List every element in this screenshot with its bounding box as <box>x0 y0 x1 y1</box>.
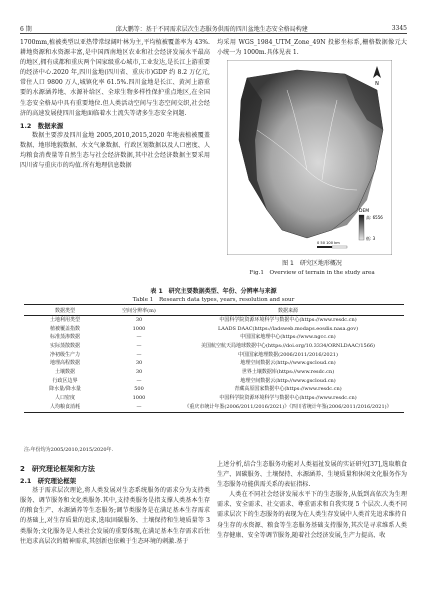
table-cell: 土壤数据 <box>54 369 75 376</box>
subsection-heading-theory: 2.1 研究理论框架 <box>20 477 77 486</box>
table-row <box>24 386 404 395</box>
issue-number: 6 期 <box>20 25 32 33</box>
table-row <box>24 359 404 368</box>
table-cell: 地理空间数据云(http://www.gscloud.cn) <box>240 360 336 367</box>
table-cell: 中国科学院资源环境科学与数据中心(https://www.resdc.cn) <box>219 395 357 402</box>
needs-hierarchy-paragraph: 人类在不同社会经济发展水平下的生态服务,从低到高依次为生理需求、安全需求、社交需求、尊重需求和自我实现 5 个层次.人类不同需求层次下的生态服务的表现为在人类生存发展中人类首先追求维持自身生存的水资源、粮食等生态服务基础支持服务,其次是寻求维系人类生存健康、安全等调节服务,随着社会经济发展,生产力提高、收 <box>217 491 407 539</box>
table-cell: 30 <box>135 360 143 367</box>
running-title: 邱大鹏等：基于不同需求层次生态服务供需的四川盆地生态安全格局构建 <box>115 25 308 33</box>
table-cell: 中国国家地理数据(2006/2011/2016/2021) <box>238 351 338 358</box>
table-row <box>24 351 404 360</box>
table-note: 注:年份均为2005/2010,2015/2020年. <box>24 447 114 453</box>
table-header-cell: 数据类型 <box>24 305 106 316</box>
figure-caption-en: Fig.1 Overview of terrain in the study area <box>249 270 375 276</box>
table-cell: 标准蒸渗数据 <box>49 334 80 341</box>
data-table <box>24 304 404 413</box>
terrain-map <box>227 60 392 255</box>
table-cell: 《重庆市统计年鉴(2006/2011/2016/2021)》《四川省统计年鉴(2006/2011/2016/2021)》 <box>172 403 404 412</box>
table-header-cell: 空间分辨率(m) <box>106 305 172 316</box>
table-row <box>24 316 404 325</box>
table-row <box>24 377 404 386</box>
table-cell: — <box>136 377 142 384</box>
table-header-row <box>24 305 404 316</box>
study-area-paragraph: 1700mm,植被类型以亚热带常绿阔叶林为主,平均植被覆盖率为 43%.耕地资源和水资源丰富,是中国西南地区农业和社会经济发展水平最高的地区,拥有成都和重庆两个国家级重心城市,工业发达,是长江上游重要的经济中心.2020 年,四川盆地(四川省、重庆市)GDP 约 8.2 万亿元,常住人口 9800 万人,城镇化率 61.5%.四川盆地是长江、黄河上游重要的水源涵养地、水源补给区、全球生物多样性保护重点地区,在全国生态安全格局中具有重要地位.但人类活动空间与生态空间交织,社会经济的高速发展使四川盆地面临着水土流失等诸多生态安全问题. <box>20 39 210 117</box>
table-row <box>24 333 404 342</box>
table-cell: 人均粮食消耗 <box>24 403 106 412</box>
section-heading-framework: 2 研究理论框架和方法 <box>20 465 95 473</box>
header-rule <box>20 33 407 34</box>
table-row <box>24 394 404 403</box>
left-column-bottom <box>20 460 210 547</box>
figure-caption-cn: 图 1 研究区地形概况 <box>282 260 342 267</box>
data-source-paragraph: 数据主要涉及四川盆地 2005,2010,2015,2020 年地表植被覆盖数据、地形地貌数据、水文气象数据、行政区划数据以及人口密度、人均粮食消费量等自然生态与社会经济数据,其中社会经济数据主要采用四川省与重庆市的均值.所有地理信息数据 <box>20 131 210 170</box>
table-cell: 1000 <box>132 395 146 402</box>
right-column-top <box>217 38 407 58</box>
table-cell: 30 <box>135 369 143 376</box>
table-cell: 土地利用类型 <box>49 316 80 323</box>
table-cell: 中国国家地理中心(https://www.ngcc.cn) <box>240 334 336 341</box>
table-row <box>24 342 404 351</box>
table-title-en: Table 1 Research data types, years, resolution and sour <box>132 297 295 303</box>
table-cell: 行政区边界 <box>52 377 78 384</box>
table-cell: 植被覆盖指数 <box>49 325 80 332</box>
table-cell: 世界土壤数据库(https://www.resdc.cn) <box>241 369 335 376</box>
table-cell: 中国科学院资源环境科学与数据中心(https://www.resdc.cn) <box>219 316 357 323</box>
table-cell: 净初级生产力 <box>49 351 80 358</box>
table-cell: 1000 <box>132 325 146 332</box>
table-cell: 地理空间数据云(http://www.gscloud.cn) <box>240 377 336 384</box>
table-cell: 实际蒸散数据 <box>49 342 80 349</box>
scale-label: 0 50 100 km <box>317 241 340 245</box>
table-row <box>24 403 404 412</box>
table-title-cn: 表 1 研究主要数据类型、年份、分辨率与来源 <box>150 288 277 295</box>
table-cell: 人口密度 <box>54 395 75 402</box>
table-body <box>24 316 404 413</box>
table-cell: 500 <box>134 386 144 393</box>
table-cell: LAADS DAAC(https://ladsweb.modaps.eosdis.nasa.gov) <box>217 325 359 332</box>
theory-paragraph: 基于需求层次理论,将人类发展对生态系统服务的需求分为支持类服务、调节服务和文化类服务.其中,支持类服务是指支撑人类基本生存的粮食生产、水源涵养等生态服务;调节类服务是在满足基本生存需求的基础上,对生存质量的追求,选取固碳服务、土壤保持和生境质量等 3 类服务;文化服务是人类社会发展的重要体现,在满足基本生存需求后往往追求高层次的精神需求,其创新也依赖于生态环境的刺激.基于 <box>20 487 210 545</box>
legend-title: DEM <box>359 209 370 214</box>
projection-paragraph: 均采用 WGS_1984_UTM_Zone_49N 投影坐标系,栅格数据像元大小统一为 1000m.具体见表 1. <box>217 39 407 57</box>
table-header-cell: 数据来源 <box>172 305 404 316</box>
table-cell: — <box>136 334 142 341</box>
left-column-top <box>20 38 210 171</box>
legend-high: 高: 6556 <box>366 215 383 220</box>
table-cell: 30 <box>135 316 143 323</box>
right-column-bottom <box>217 460 407 541</box>
table-cell: 青藏高原国家数据中心(https://www.resdc.cn) <box>234 386 342 393</box>
indicator-paragraph: 上述分析,结合生态服务功能对人类福祉发展的实证研究[37],选取粮食生产、固碳服务、土壤保持、水源涵养、生境质量和休闲文化服务作为生态服务功能供需关系的表征指标. <box>217 461 407 489</box>
page-number: 3345 <box>391 24 407 32</box>
table-cell: — <box>136 342 142 349</box>
table-row <box>24 325 404 334</box>
table-cell: — <box>106 403 172 412</box>
legend-low: 低: 3 <box>366 236 376 241</box>
north-label: N <box>375 81 379 87</box>
table-cell: — <box>136 351 142 358</box>
section-heading-data-source: 1.2 数据来源 <box>20 121 64 130</box>
table-cell: 美国航空航天局地球数据中心(https://doi.org/10.3334/ORNLDAAC/1566) <box>200 342 376 349</box>
table-row <box>24 368 404 377</box>
table-cell: 地理高程数据 <box>49 360 80 367</box>
table-cell: 降水量/降水量 <box>49 386 81 393</box>
